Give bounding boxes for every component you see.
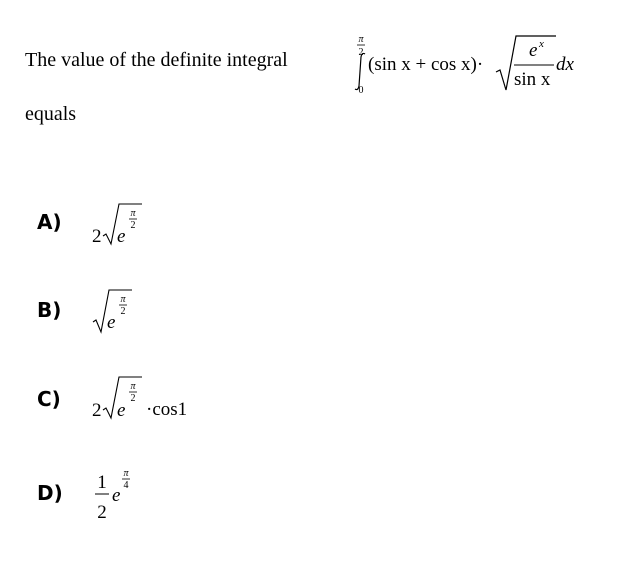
option-d-frac-den: 2 [97,502,107,523]
option-d-frac-num: 1 [97,472,107,493]
option-c-exp-den: 2 [130,393,136,404]
question-prefix: The value of the definite integral [25,49,288,71]
question-suffix: equals [25,103,77,125]
option-a-exp-den: 2 [130,220,136,231]
option-d-exp-den: 4 [123,480,129,491]
option-d-expression[interactable] [90,462,210,526]
integral-expression [348,14,588,104]
option-c-svg [90,370,230,424]
sqrt-numerator-exp: x [539,38,544,50]
option-b-svg [90,284,210,338]
option-c-expression[interactable] [90,370,230,424]
upper-limit-num: π [358,34,364,45]
option-a-coef: 2 [92,226,102,247]
option-c-label[interactable]: C) [37,387,61,411]
option-a-svg [90,196,210,250]
option-d-base: e [112,485,121,506]
integral-svg [348,14,588,104]
option-c-tail: ·cos1 [146,399,188,420]
option-c-exp-num: π [130,381,136,392]
option-b-expression[interactable] [90,284,210,338]
differential: dx [556,54,574,75]
option-d-exp-num: π [123,468,129,479]
option-a-base: e [117,226,126,247]
option-c-coef: 2 [92,400,102,421]
integrand-left: (sin x + cos x)· [368,54,484,75]
option-a-label[interactable]: A) [37,210,62,234]
lower-limit: 0 [358,85,364,96]
option-b-base: e [107,312,116,333]
option-a-exp-num: π [130,208,136,219]
sqrt-denominator: sin x [514,69,551,90]
upper-limit-den: 2 [358,47,364,58]
option-d-svg [90,462,210,526]
option-b-exp-num: π [120,294,126,305]
option-d-label[interactable]: D) [37,481,63,505]
option-b-label[interactable]: B) [37,298,62,322]
option-c-base: e [117,400,126,421]
option-a-expression[interactable] [90,196,210,250]
option-b-exp-den: 2 [120,306,126,317]
sqrt-numerator: e [529,40,538,61]
